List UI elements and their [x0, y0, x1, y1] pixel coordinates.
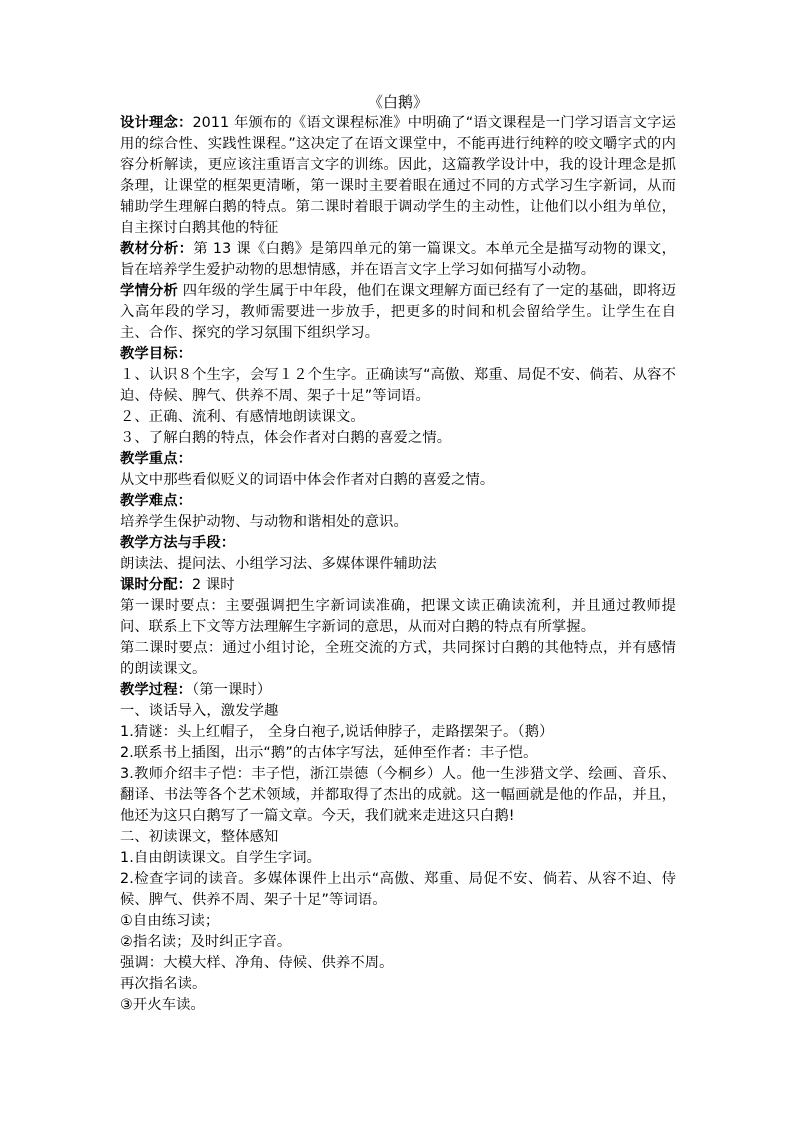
material-label: 教材分析： — [120, 241, 194, 257]
material-text: 第 13 课《白鹅》是第四单元的第一篇课文。本单元全是描写动物的课文，旨在培养学生爱护动物的思想情感，并在语言文字上学习如何描写小动物。 — [120, 241, 677, 278]
process-line: 3.教师介绍丰子恺：丰子恺，浙江崇德（今桐乡）人。他一生涉猎文学、绘画、音乐、翻译、书法等各个艺术领域，并都取得了杰出的成就。这一幅画就是他的作品，并且，他还为这只白鹅写了一篇文章。今天，我们就来走进这只白鹅! — [120, 766, 676, 824]
process-label: 教学过程： — [120, 682, 192, 698]
process-line: ②指名读；及时纠正字音。 — [120, 934, 292, 950]
process-heading — [120, 680, 676, 701]
material-paragraph — [120, 239, 676, 281]
key-points-text: 从文中那些看似贬义的词语中体会作者对白鹅的喜爱之情。 — [120, 472, 495, 488]
process-line: 2.检查字词的读音。多媒体课件上出示“高傲、郑重、局促不安、倘若、从容不迫、侍候、脾气、供养不周、架子十足”等词语。 — [120, 871, 676, 908]
process-line: ①自由练习读； — [120, 913, 220, 929]
methods-text: 朗读法、提问法、小组学习法、多媒体课件辅助法 — [120, 556, 437, 572]
process-line: 一、谈话导入，激发学趣 — [120, 703, 279, 719]
periods-paragraph — [120, 575, 676, 596]
design-text: 2011 年颁布的《语文课程标准》中明确了“语文课程是一门学习语言文字运用的综合性、实践性课程。”这决定了在语文课堂中，不能再进行纯粹的咬文嚼字式的内容分析解读，更应该注重语言文字的训练。因此，这篇教学设计中，我的设计理念是抓条理，让课堂的框架更清晰，第一课时主要着眼在通过不同的方式学习生字新词，从而辅助学生理解白鹅的特点。第二课时着眼于调动学生的主动性，让他们以小组为单位，自主探讨白鹅其他的特征 — [120, 115, 677, 236]
process-line: 1.猜谜：头上红帽子， 全身白袍子,说话伸脖子，走路摆架子。（鹅） — [120, 724, 554, 740]
second-period-points: 第二课时要点：通过小组讨论，全班交流的方式，共同探讨白鹅的其他特点，并有感情的朗读课文。 — [120, 640, 676, 677]
design-label: 设计理念： — [120, 115, 193, 131]
process-line: ③开火车读。 — [120, 997, 205, 1013]
design-paragraph — [120, 113, 676, 239]
students-label: 学情分析 — [120, 283, 179, 299]
process-line: 二、初读课文，整体感知 — [120, 829, 279, 845]
students-paragraph — [120, 281, 676, 344]
key-points-heading: 教学重点： — [120, 451, 192, 467]
document-title: 《白鹅》 — [367, 93, 428, 111]
difficulties-text: 培养学生保护动物、与动物和谐相处的意识。 — [120, 514, 408, 530]
periods-label: 课时分配： — [120, 577, 192, 593]
process-line: 再次指名读。 — [120, 976, 207, 992]
process-line: 强调：大模大样、净角、侍候、供养不周。 — [120, 955, 394, 971]
goal-item-2: ２、正确、流利、有感情地朗读课文。 — [120, 409, 365, 425]
goals-heading: 教学目标： — [120, 346, 192, 362]
periods-text: 2 课时 — [191, 577, 235, 593]
students-text: 四年级的学生属于中年段，他们在课文理解方面已经有了一定的基础，即将迈入高年段的学习，教师需要进一步放手，把更多的时间和机会留给学生。让学生在自主、合作、探究的学习氛围下组织学习。 — [120, 283, 676, 341]
goal-item-1: １、认识８个生字，会写１２个生字。正确读写“高傲、郑重、局促不安、倘若、从容不迫、侍候、脾气、供养不周、架子十足”等词语。 — [120, 367, 676, 404]
methods-heading: 教学方法与手段： — [120, 535, 236, 551]
goal-item-3: ３、了解白鹅的特点，体会作者对白鹅的喜爱之情。 — [120, 430, 452, 446]
process-suffix: （第一课时） — [191, 682, 272, 698]
difficulties-heading: 教学难点： — [120, 493, 192, 509]
first-period-points: 第一课时要点：主要强调把生字新词读准确，把课文读正确读流利，并且通过教师提问、联系上下文等方法理解生字新词的意思，从而对白鹅的特点有所掌握。 — [120, 598, 676, 635]
process-line: 1.自由朗读课文。自学生字词。 — [120, 850, 321, 866]
process-line: 2.联系书上插图，出示“鹅”的古体字写法，延伸至作者：丰子恺。 — [120, 745, 538, 761]
